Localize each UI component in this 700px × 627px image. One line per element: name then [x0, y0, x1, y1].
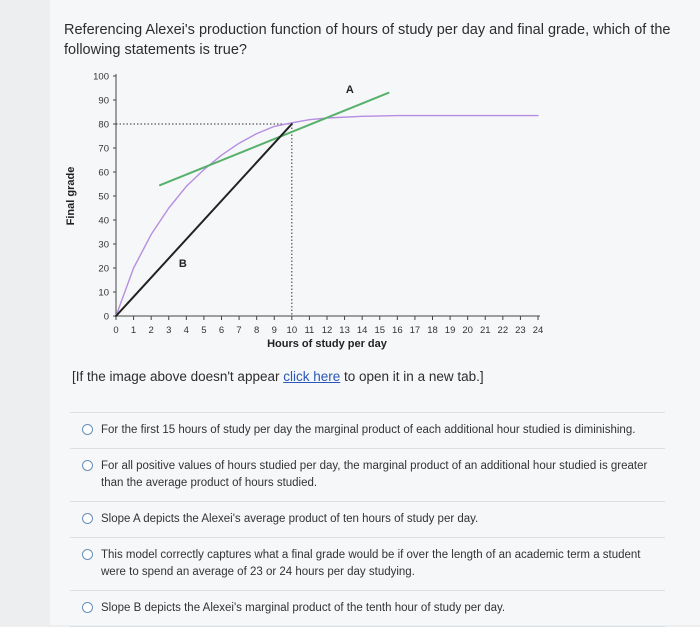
radio-button-icon[interactable]	[82, 424, 93, 435]
image-note	[72, 369, 484, 384]
y-tick-label: 90	[98, 95, 109, 107]
y-tick-label: 40	[98, 215, 109, 227]
x-tick-label: 3	[166, 325, 172, 336]
x-tick-label: 10	[286, 325, 298, 336]
x-tick-label: 12	[321, 325, 333, 336]
option-label: Slope A depicts the Alexei's average product of ten hours of study per day.	[101, 513, 479, 525]
note-prefix: [If the image above doesn't appear	[72, 369, 284, 384]
question-card	[50, 0, 700, 625]
answer-option-4[interactable]	[70, 537, 665, 590]
x-tick-label: 11	[304, 325, 315, 336]
y-tick-label: 70	[98, 143, 109, 155]
y-tick-label: 10	[98, 287, 109, 299]
ray-line-b	[116, 124, 292, 316]
option-label: For all positive values of hours studied per day, the marginal product of an additional hour studied is greater than the average product of hours studied.	[101, 460, 648, 489]
x-tick-label: 21	[479, 325, 491, 336]
x-tick-label: 9	[271, 325, 277, 336]
x-tick-label: 17	[409, 325, 421, 336]
x-tick-label: 14	[356, 325, 368, 336]
option-label: Slope B depicts the Alexei's marginal product of the tenth hour of study per day.	[101, 602, 506, 614]
x-tick-label: 15	[374, 325, 386, 336]
radio-button-icon[interactable]	[82, 513, 93, 524]
option-label: This model correctly captures what a final grade would be if over the length of an academic term a student were to spend an average of 23 or 24 hours per day studying.	[101, 549, 641, 578]
option-label: For the first 15 hours of study per day the marginal product of each additional hour studied is diminishing.	[101, 424, 636, 436]
click-here-link[interactable]: click here	[283, 369, 341, 384]
x-axis-label: Hours of study per day	[267, 338, 387, 350]
x-tick-label: 24	[532, 325, 544, 336]
production-function-curve	[116, 116, 538, 316]
y-axis-label: Final grade	[65, 166, 77, 226]
answer-options	[70, 412, 665, 627]
x-tick-label: 0	[113, 325, 119, 336]
x-tick-label: 13	[339, 325, 350, 336]
y-tick-label: 20	[98, 263, 109, 275]
note-suffix: to open it in a new tab.]	[340, 369, 484, 384]
x-tick-label: 6	[218, 325, 225, 336]
x-tick-label: 19	[444, 325, 456, 336]
label-a: A	[345, 83, 354, 96]
question-text: Referencing Alexei's production function of hours of study per day and final grade, which of the following statements is true?	[64, 22, 671, 58]
x-tick-label: 8	[254, 325, 260, 336]
x-tick-label: 18	[427, 325, 438, 336]
x-tick-label: 7	[236, 325, 242, 336]
x-tick-label: 16	[392, 325, 403, 336]
label-b: B	[178, 257, 187, 270]
answer-option-3[interactable]	[70, 501, 665, 537]
production-function-chart	[50, 0, 700, 360]
y-tick-label: 60	[98, 167, 109, 179]
y-tick-label: 30	[98, 239, 109, 251]
x-tick-label: 4	[183, 325, 189, 336]
y-tick-label: 0	[103, 311, 109, 323]
x-tick-label: 23	[515, 325, 526, 336]
answer-option-2[interactable]	[70, 448, 665, 501]
x-tick-label: 5	[201, 325, 207, 336]
radio-button-icon[interactable]	[82, 460, 93, 471]
tangent-line-a	[160, 93, 389, 185]
y-tick-label: 80	[98, 119, 109, 131]
radio-button-icon[interactable]	[82, 602, 93, 613]
x-tick-label: 22	[497, 325, 509, 336]
x-tick-label: 20	[462, 325, 473, 336]
radio-button-icon[interactable]	[82, 549, 93, 560]
y-tick-label: 50	[98, 191, 109, 203]
answer-option-5[interactable]	[70, 590, 665, 627]
y-tick-label: 100	[93, 71, 109, 83]
answer-option-1[interactable]	[70, 412, 665, 448]
x-tick-label: 1	[130, 325, 137, 336]
x-tick-label: 2	[148, 325, 154, 336]
